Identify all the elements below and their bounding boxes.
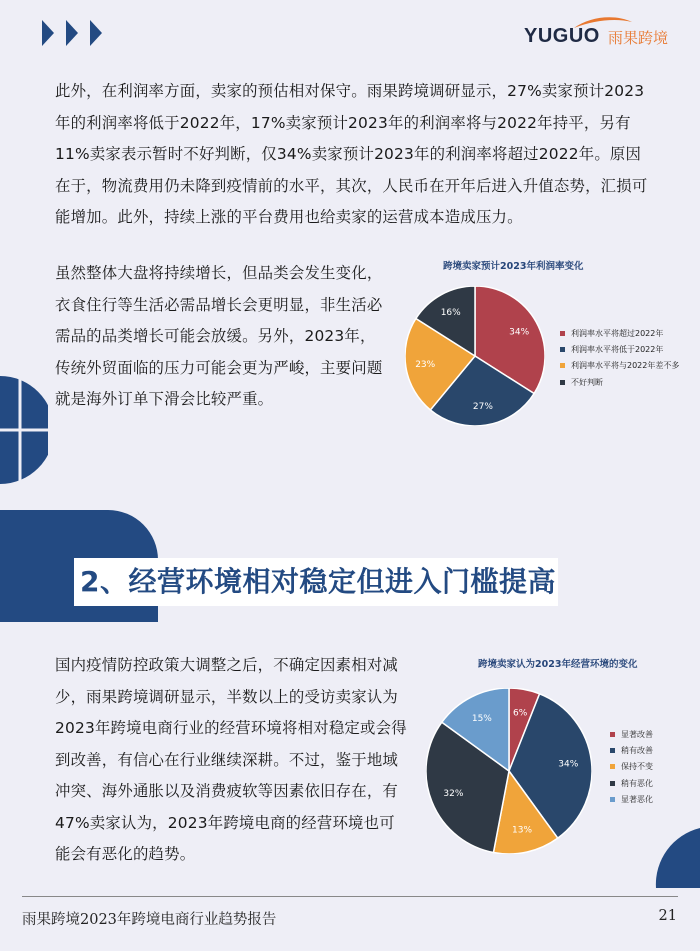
chart2-legend-label-0: 显著改善 xyxy=(621,729,653,739)
chart2-legend-swatch-2 xyxy=(610,764,615,769)
chart2-legend-swatch-3 xyxy=(610,781,615,786)
chart2-legend xyxy=(610,726,653,807)
footer-divider xyxy=(22,896,678,897)
header-arrows xyxy=(40,18,110,50)
brand-logo xyxy=(524,14,680,50)
chart2-slice-label-4: 15% xyxy=(471,713,492,724)
chart1-legend-item-0 xyxy=(560,325,679,341)
page-number: 21 xyxy=(658,908,677,924)
chart1-slice-label-2: 23% xyxy=(415,359,436,370)
chart2-legend-swatch-0 xyxy=(610,732,615,737)
chart2-legend-label-1: 稍有改善 xyxy=(621,745,653,755)
chart2-legend-label-4: 显著恶化 xyxy=(621,794,653,804)
chart1-title: 跨境卖家预计2023年利润率变化 xyxy=(443,261,584,272)
chart2-slice-label-0: 6% xyxy=(513,708,528,719)
chart2-legend-item-4 xyxy=(610,791,653,807)
paragraph-business-env: 国内疫情防控政策大调整之后，不确定因素相对减少，雨果跨境调研显示，半数以上的受访卖家认为2023年跨境电商行业的经营环境将相对稳定或会得到改善，有信心在行业继续深耕。不过，鉴于地域冲突、海外通胀以及消费疲软等因素依旧存在，有47%卖家认为，2023年跨境电商的经营环境也可能会有恶化的趋势。 xyxy=(55,656,407,863)
chart2-legend-swatch-1 xyxy=(610,748,615,753)
chart2-legend-item-3 xyxy=(610,775,653,791)
left-decor-circle xyxy=(0,376,48,484)
chart2-slice-label-1: 34% xyxy=(558,759,579,770)
chart1-legend xyxy=(560,325,679,390)
logo-text: YUGUO xyxy=(524,25,600,47)
chart2-legend-item-2 xyxy=(610,759,653,775)
chart1-legend-label-2: 利润率水平将与2022年差不多 xyxy=(571,361,680,371)
chart1-slice-label-0: 34% xyxy=(509,327,530,338)
chart1-legend-swatch-0 xyxy=(560,331,565,336)
brand-cn-text: 雨果跨境 xyxy=(608,29,669,47)
paragraph-category-trend: 虽然整体大盘将持续增长，但品类会发生变化，衣食住行等生活必需品增长会更明显，非生活必需品的品类增长可能会放缓。另外，2023年，传统外贸面临的压力可能会更为严峻，主要问题就是海外订单下滑会比较严重。 xyxy=(55,264,383,408)
chart1-legend-swatch-3 xyxy=(560,380,565,385)
paragraph-profit-outlook: 此外，在利润率方面，卖家的预估相对保守。雨果跨境调研显示，27%卖家预计2023年的利润率将低于2022年，17%卖家预计2023年的利润率将与2022年持平，另有11%卖家表示暂时不好判断，仅34%卖家预计2023年的利润率将超过2022年。原因在于，物流费用仍未降到疫情前的水平，其次，人民币在开年后进入升值态势，汇损可能增加。此外，持续上涨的平台费用也给卖家的运营成本造成压力。 xyxy=(55,82,648,226)
chart2-legend-label-2: 保持不变 xyxy=(621,762,653,772)
chart1-slice-label-1: 27% xyxy=(472,401,493,412)
chart1-legend-label-3: 不好判断 xyxy=(571,377,603,387)
chart1-legend-item-3 xyxy=(560,374,679,390)
chart2-pie xyxy=(426,688,592,854)
chart2-legend-swatch-4 xyxy=(610,797,615,802)
chart2-legend-item-0 xyxy=(610,726,653,742)
section-heading-box xyxy=(74,558,558,606)
corner-decor-shape xyxy=(654,828,700,888)
chart2-slice-label-3: 32% xyxy=(443,788,464,799)
chart1-pie xyxy=(405,286,545,426)
chart2-legend-item-1 xyxy=(610,742,653,758)
footer-report-title: 雨果跨境2023年跨境电商行业趋势报告 xyxy=(22,912,277,928)
chart1-legend-item-2 xyxy=(560,358,679,374)
chart1-legend-label-1: 利润率水平将低于2022年 xyxy=(571,344,664,354)
chart1-slice-label-3: 16% xyxy=(440,307,461,318)
chart2-title: 跨境卖家认为2023年经营环境的变化 xyxy=(478,659,638,670)
section-heading: 2、经营环境相对稳定但进入门槛提高 xyxy=(80,565,556,598)
chart1-legend-swatch-1 xyxy=(560,347,565,352)
chart2-slice-label-2: 13% xyxy=(512,825,533,836)
chart1-legend-item-1 xyxy=(560,341,679,357)
chart2-legend-label-3: 稍有恶化 xyxy=(621,778,653,788)
chart1-legend-swatch-2 xyxy=(560,363,565,368)
chart1-legend-label-0: 利润率水平将超过2022年 xyxy=(571,328,664,338)
